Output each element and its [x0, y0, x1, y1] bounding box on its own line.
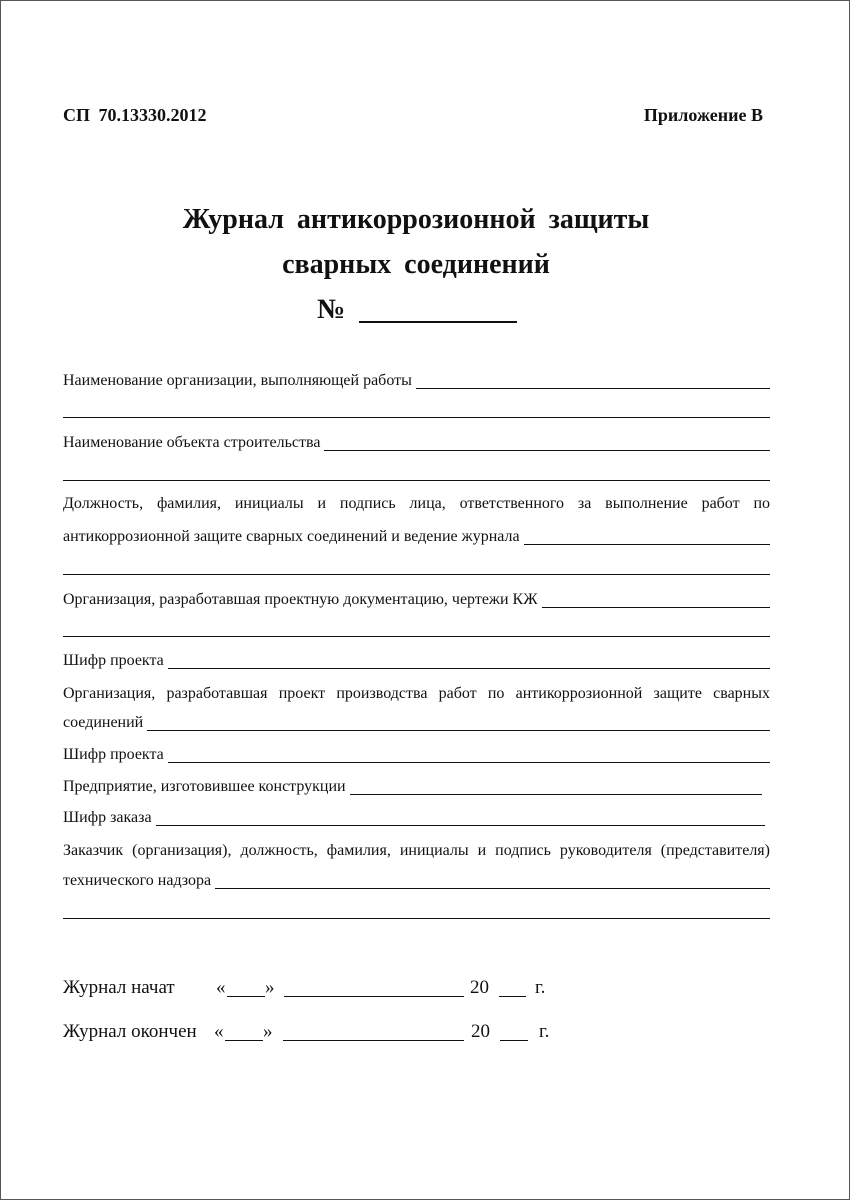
project-code-label-1: Шифр проекта — [63, 651, 168, 671]
started-year-blank[interactable] — [499, 996, 526, 997]
ppr-org-field[interactable] — [63, 709, 770, 733]
journal-started-row — [63, 973, 563, 999]
started-day-blank[interactable] — [227, 996, 265, 997]
org-name-label: Наименование организации, выполняющей работы — [63, 371, 416, 391]
project-code-field-1[interactable] — [63, 647, 770, 671]
design-org-label: Организация, разработавшая проектную документацию, чертежи КЖ — [63, 590, 542, 610]
org-name-blank[interactable] — [63, 417, 770, 418]
object-name-field[interactable] — [63, 429, 770, 453]
started-close-quote: » — [265, 977, 275, 998]
ended-year-prefix: 20 — [471, 1021, 490, 1042]
journal-number-blank[interactable] — [359, 321, 517, 323]
customer-label-line2: технического надзора — [63, 871, 215, 891]
ppr-org-label-line1: Организация, разработавшая проект производства работ по антикоррозионной защите сварных — [63, 685, 770, 702]
ended-year-suffix: г. — [539, 1021, 550, 1042]
org-name-field[interactable] — [63, 367, 770, 391]
started-open-quote: « — [216, 977, 226, 998]
project-code-field-2[interactable] — [63, 741, 770, 765]
manufacturer-field[interactable] — [63, 773, 762, 797]
manufacturer-label: Предприятие, изготовившее конструкции — [63, 777, 350, 797]
started-year-prefix: 20 — [470, 977, 489, 998]
order-code-label: Шифр заказа — [63, 808, 156, 828]
responsible-field[interactable] — [63, 523, 770, 547]
responsible-label-line2: антикоррозионной защите сварных соединений и ведение журнала — [63, 527, 524, 547]
journal-started-label: Журнал начат — [63, 977, 175, 998]
ended-year-blank[interactable] — [500, 1040, 528, 1041]
appendix-label: Приложение В — [643, 105, 763, 125]
object-name-label: Наименование объекта строительства — [63, 433, 324, 453]
journal-number-sign: № — [317, 294, 346, 325]
document-title-line1: Журнал антикоррозионной защиты — [182, 204, 650, 235]
ended-open-quote: « — [214, 1021, 224, 1042]
object-name-blank[interactable] — [63, 480, 770, 481]
customer-blank[interactable] — [63, 918, 770, 919]
started-month-blank[interactable] — [284, 996, 464, 997]
ended-month-blank[interactable] — [283, 1040, 464, 1041]
journal-ended-label: Журнал окончен — [63, 1021, 197, 1042]
document-title-line2: сварных соединений — [282, 249, 550, 280]
ppr-org-label-line2: соединений — [63, 713, 147, 733]
responsible-blank[interactable] — [63, 574, 770, 575]
ended-day-blank[interactable] — [225, 1040, 263, 1041]
project-code-label-2: Шифр проекта — [63, 745, 168, 765]
design-org-blank[interactable] — [63, 636, 770, 637]
journal-ended-row — [63, 1017, 563, 1043]
responsible-label-line1: Должность, фамилия, инициалы и подпись лица, ответственного за выполнение работ по — [63, 495, 770, 512]
design-org-field[interactable] — [63, 586, 770, 610]
standard-code: СП 70.13330.2012 — [63, 105, 207, 125]
started-year-suffix: г. — [535, 977, 546, 998]
customer-label-line1: Заказчик (организация), должность, фамилия, инициалы и подпись руководителя (представителя) — [63, 842, 770, 859]
customer-field[interactable] — [63, 867, 770, 891]
ended-close-quote: » — [263, 1021, 273, 1042]
order-code-field[interactable] — [63, 804, 765, 828]
